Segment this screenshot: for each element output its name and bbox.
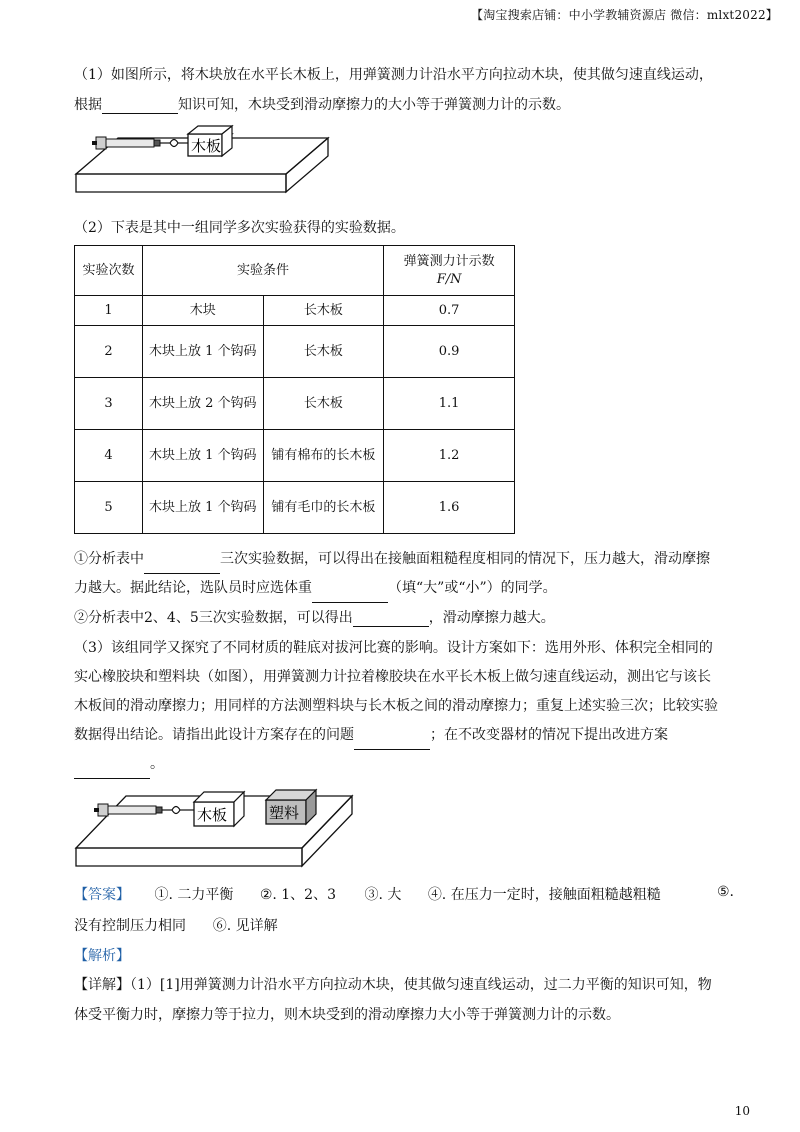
table-row: 2 木块上放 1 个钩码 长木板 0.9 xyxy=(75,326,515,378)
answer-label: 【答案】 xyxy=(74,887,130,903)
answer-blank-2 xyxy=(144,555,220,574)
figure-1-apparatus xyxy=(74,122,334,194)
q3-text: （3）该组同学又探究了不同材质的鞋底对拔河比赛的影响。设计方案如下：选用外形、体积完全相同的 实心橡胶块和塑料块（如图），用弹簧测力计拉着橡胶块在水平长木板上做匀速直线运动，测出它与该长 木板间的滑动摩擦力；用同样的方法测塑料块与长木板之间的滑动摩擦力；重复上述实验三次；比较实验 数据得出结论。请指出此设计方案存在的问题 ；在不改变器材的情况下提出改进方案 。 xyxy=(74,634,734,779)
board-side xyxy=(286,138,328,192)
table-row: 3 木块上放 2 个钩码 长木板 1.1 xyxy=(75,378,515,430)
board-front xyxy=(76,174,286,192)
analysis-line-1: 【详解】（1）[1]用弹簧测力计沿水平方向拉动木块，使其做匀速直线运动，过二力平衡的知识可知，物 xyxy=(74,977,712,993)
q1-line2-b: 知识可知，木块受到滑动摩擦力的大小等于弹簧测力计的示数。 xyxy=(178,97,570,113)
board2-front xyxy=(76,848,302,866)
answer-blank-3 xyxy=(312,584,388,603)
fig2-label-plastic: 塑料 xyxy=(269,804,300,822)
page-header: 【淘宝搜索店铺：中小学教辅资源店 微信：mlxt2022】 xyxy=(471,8,778,22)
th-conditions: 实验条件 xyxy=(142,246,383,296)
answer-blank-1 xyxy=(102,95,178,114)
answer-blank-4 xyxy=(353,608,429,627)
analysis-line-2: 体受平衡力时，摩擦力等于拉力，则木块受到的滑动摩擦力大小等于弹簧测力计的示数。 xyxy=(74,1007,620,1023)
th-trial: 实验次数 xyxy=(75,246,143,296)
page-number: 10 xyxy=(734,1104,750,1118)
fig1-label: 木板 xyxy=(191,137,222,155)
answer-blank-6 xyxy=(74,760,150,779)
q2-intro: （2）下表是其中一组同学多次实验获得的实验数据。 xyxy=(74,220,405,236)
spring-scale xyxy=(92,137,188,149)
answer-blank-5 xyxy=(354,731,430,750)
q2-sub2: ②分析表中2、4、5三次实验数据，可以得出 ，滑动摩擦力越大。 xyxy=(74,610,555,626)
q1-line2-a: 根据 xyxy=(74,97,102,113)
table-row: 4 木块上放 1 个钩码 铺有棉布的长木板 1.2 xyxy=(75,430,515,482)
figure-2-apparatus xyxy=(74,786,356,868)
answer-line-1: 【答案】 ①. 二力平衡 ②. 1、2、3 ③. 大 ④. 在压力一定时，接触面粗糙越粗糙 ⑤. xyxy=(74,884,734,903)
data-table xyxy=(74,245,515,534)
fig2-label-wood: 木板 xyxy=(197,806,228,824)
q2-sub1: ①分析表中 三次实验数据，可以得出在接触面粗糙程度相同的情况下，压力越大，滑动摩擦 力越大。据此结论，选队员时应选体重 （填“大”或“小”）的同学。 xyxy=(74,545,734,603)
table-row: 5 木块上放 1 个钩码 铺有毛巾的长木板 1.6 xyxy=(75,482,515,534)
analysis-label: 【解析】 xyxy=(74,948,130,964)
th-reading: 弹簧测力计示数 F/N xyxy=(384,246,515,296)
table-row: 1 木块 长木板 0.7 xyxy=(75,296,515,326)
q1-line2 xyxy=(74,94,570,114)
q1-line1: （1）如图所示，将木块放在水平长木板上，用弹簧测力计沿水平方向拉动木块，使其做匀速直线运动， xyxy=(74,67,713,83)
table-header-row xyxy=(75,246,515,296)
answer-line-2: 没有控制压力相同 ⑥. 见详解 xyxy=(74,918,278,934)
spring-scale-2 xyxy=(94,804,194,816)
